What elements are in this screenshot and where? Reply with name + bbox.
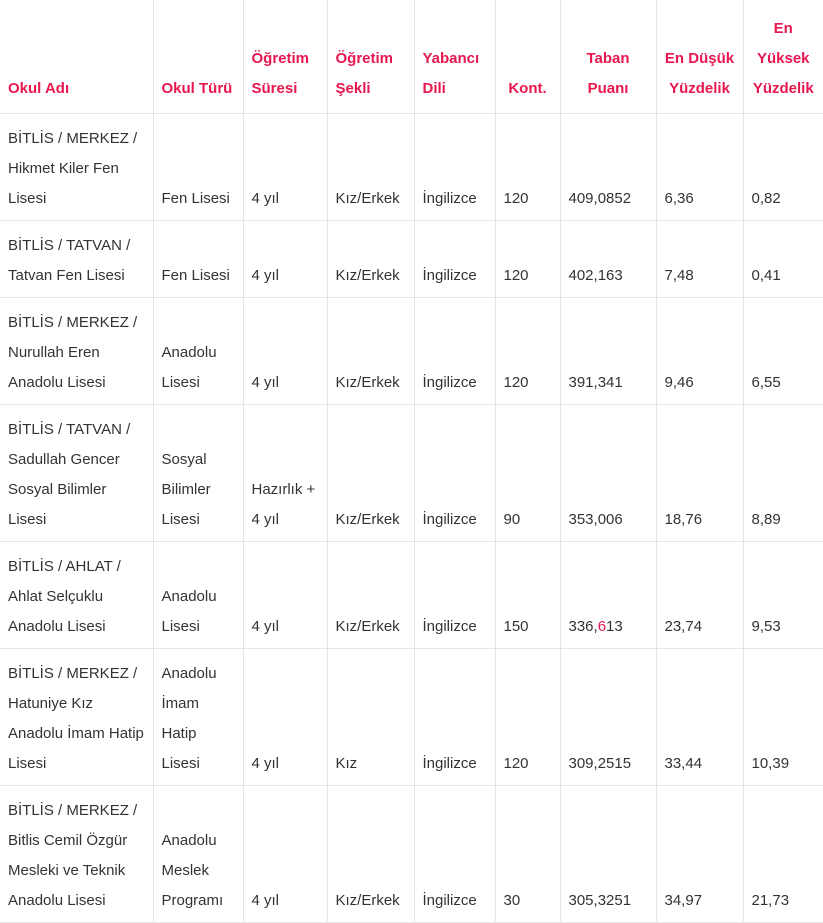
cell-type: Anadolu Lisesi bbox=[153, 542, 243, 649]
table-row bbox=[0, 786, 823, 923]
cell-mode: Kız/Erkek bbox=[327, 405, 414, 542]
header-max-pct: En Yüksek Yüzdelik bbox=[743, 0, 823, 114]
cell-base-score bbox=[560, 542, 656, 649]
table-row bbox=[0, 221, 823, 298]
cell-duration: Hazırlık + 4 yıl bbox=[243, 405, 327, 542]
cell-duration: 4 yıl bbox=[243, 786, 327, 923]
cell-base-score: 402,163 bbox=[560, 221, 656, 298]
table-row bbox=[0, 405, 823, 542]
cell-quota: 150 bbox=[495, 542, 560, 649]
cell-max-pct: 21,73 bbox=[743, 786, 823, 923]
cell-school: BİTLİS / TATVAN / Sadullah Gencer Sosyal Bilimler Lisesi bbox=[0, 405, 153, 542]
cell-language: İngilizce bbox=[414, 114, 495, 221]
cell-language: İngilizce bbox=[414, 221, 495, 298]
cell-school: BİTLİS / TATVAN / Tatvan Fen Lisesi bbox=[0, 221, 153, 298]
cell-type: Sosyal Bilimler Lisesi bbox=[153, 405, 243, 542]
cell-language: İngilizce bbox=[414, 649, 495, 786]
cell-base-score: 309,2515 bbox=[560, 649, 656, 786]
table-row bbox=[0, 542, 823, 649]
base-score-highlight: 6 bbox=[597, 618, 607, 635]
header-school: Okul Adı bbox=[0, 0, 153, 114]
cell-quota: 30 bbox=[495, 786, 560, 923]
cell-school: BİTLİS / MERKEZ / Hikmet Kiler Fen Lisesi bbox=[0, 114, 153, 221]
cell-type: Fen Lisesi bbox=[153, 221, 243, 298]
cell-type: Anadolu Lisesi bbox=[153, 298, 243, 405]
cell-min-pct: 6,36 bbox=[656, 114, 743, 221]
cell-base-score: 409,0852 bbox=[560, 114, 656, 221]
base-score-part: 13 bbox=[606, 618, 623, 635]
cell-max-pct: 6,55 bbox=[743, 298, 823, 405]
header-language: Yabancı Dili bbox=[414, 0, 495, 114]
cell-language: İngilizce bbox=[414, 405, 495, 542]
cell-school: BİTLİS / AHLAT / Ahlat Selçuklu Anadolu Lisesi bbox=[0, 542, 153, 649]
cell-duration: 4 yıl bbox=[243, 298, 327, 405]
cell-mode: Kız/Erkek bbox=[327, 542, 414, 649]
cell-duration: 4 yıl bbox=[243, 221, 327, 298]
cell-min-pct: 9,46 bbox=[656, 298, 743, 405]
cell-min-pct: 34,97 bbox=[656, 786, 743, 923]
table-row bbox=[0, 298, 823, 405]
cell-quota: 120 bbox=[495, 298, 560, 405]
cell-mode: Kız/Erkek bbox=[327, 221, 414, 298]
cell-min-pct: 18,76 bbox=[656, 405, 743, 542]
cell-max-pct: 0,41 bbox=[743, 221, 823, 298]
cell-max-pct: 8,89 bbox=[743, 405, 823, 542]
header-type: Okul Türü bbox=[153, 0, 243, 114]
cell-max-pct: 9,53 bbox=[743, 542, 823, 649]
cell-duration: 4 yıl bbox=[243, 542, 327, 649]
cell-type: Anadolu Meslek Programı bbox=[153, 786, 243, 923]
cell-language: İngilizce bbox=[414, 542, 495, 649]
cell-quota: 120 bbox=[495, 114, 560, 221]
cell-max-pct: 10,39 bbox=[743, 649, 823, 786]
cell-duration: 4 yıl bbox=[243, 649, 327, 786]
table-row bbox=[0, 649, 823, 786]
cell-school: BİTLİS / MERKEZ / Bitlis Cemil Özgür Mesleki ve Teknik Anadolu Lisesi bbox=[0, 786, 153, 923]
cell-base-score: 305,3251 bbox=[560, 786, 656, 923]
cell-mode: Kız/Erkek bbox=[327, 786, 414, 923]
cell-max-pct: 0,82 bbox=[743, 114, 823, 221]
cell-mode: Kız bbox=[327, 649, 414, 786]
cell-quota: 120 bbox=[495, 221, 560, 298]
cell-base-score: 391,341 bbox=[560, 298, 656, 405]
cell-min-pct: 23,74 bbox=[656, 542, 743, 649]
cell-mode: Kız/Erkek bbox=[327, 114, 414, 221]
cell-quota: 120 bbox=[495, 649, 560, 786]
header-base-score: Taban Puanı bbox=[560, 0, 656, 114]
cell-type: Anadolu İmam Hatip Lisesi bbox=[153, 649, 243, 786]
header-row bbox=[0, 0, 823, 114]
cell-min-pct: 33,44 bbox=[656, 649, 743, 786]
header-mode: Öğretim Şekli bbox=[327, 0, 414, 114]
header-duration: Öğretim Süresi bbox=[243, 0, 327, 114]
cell-language: İngilizce bbox=[414, 786, 495, 923]
header-min-pct: En Düşük Yüzdelik bbox=[656, 0, 743, 114]
cell-quota: 90 bbox=[495, 405, 560, 542]
header-quota: Kont. bbox=[495, 0, 560, 114]
cell-type: Fen Lisesi bbox=[153, 114, 243, 221]
cell-min-pct: 7,48 bbox=[656, 221, 743, 298]
cell-duration: 4 yıl bbox=[243, 114, 327, 221]
base-score-part: 336, bbox=[568, 618, 598, 635]
cell-language: İngilizce bbox=[414, 298, 495, 405]
cell-school: BİTLİS / MERKEZ / Hatuniye Kız Anadolu İmam Hatip Lisesi bbox=[0, 649, 153, 786]
table-row bbox=[0, 114, 823, 221]
cell-mode: Kız/Erkek bbox=[327, 298, 414, 405]
cell-school: BİTLİS / MERKEZ / Nurullah Eren Anadolu Lisesi bbox=[0, 298, 153, 405]
cell-base-score: 353,006 bbox=[560, 405, 656, 542]
